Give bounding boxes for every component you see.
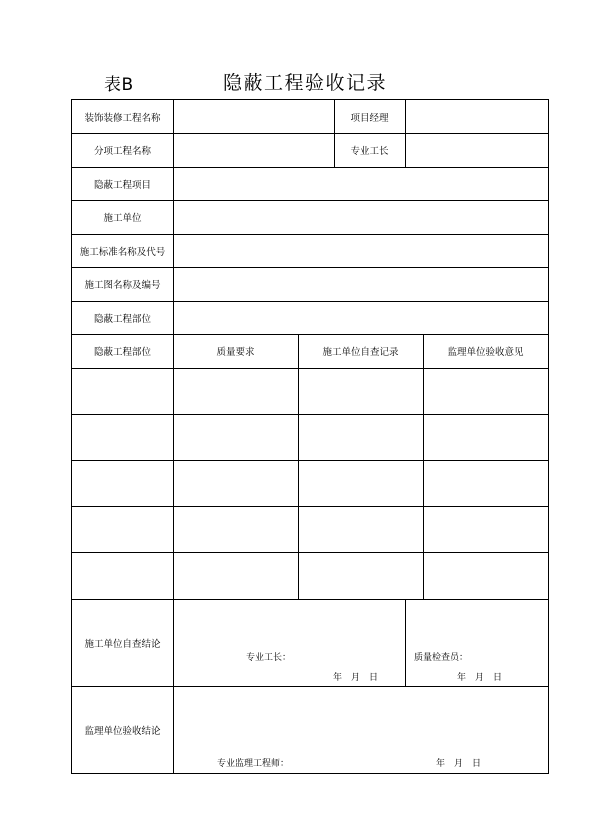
self-conclusion-date: 年 月 日 [333,673,379,683]
construction-unit-label: 施工单位 [103,213,142,224]
drawing-label: 施工图名称及编号 [84,280,161,291]
standard-label: 施工标准名称及代号 [79,246,166,258]
col-header-self-check: 施工单位自查记录 [322,347,399,358]
sub-project-field[interactable] [173,133,334,167]
foreman-field[interactable] [405,133,548,167]
supervision-conclusion-label: 监理单位验收结论 [84,725,161,737]
concealed-part-label: 隐蔽工程部位 [93,313,151,325]
foreman-label: 专业工长 [350,146,389,157]
project-name-field[interactable] [173,100,334,133]
acceptance-form [71,99,549,774]
col-header-supervision: 监理单位验收意见 [447,347,524,358]
project-name-label: 装饰装修工程名称 [84,112,161,124]
quality-inspector-label: 质量检查员： [414,653,469,663]
inspector-date: 年 月 日 [457,673,503,683]
standard-field[interactable] [173,234,548,267]
col-header-part: 隐蔽工程部位 [93,347,151,358]
drawing-field[interactable] [173,267,548,301]
construction-unit-field[interactable] [173,200,548,234]
supervising-engineer-label: 专业监理工程师： [217,759,290,769]
self-conclusion-label: 施工单位自查结论 [84,638,161,650]
sub-project-label: 分项工程名称 [93,146,151,157]
col-header-quality: 质量要求 [216,347,255,358]
concealed-part-field[interactable] [173,301,548,334]
concealed-item-field[interactable] [173,167,548,200]
supervision-date: 年 月 日 [436,759,482,769]
foreman-signature-label: 专业工长： [246,653,292,663]
project-manager-field[interactable] [405,100,548,133]
page-title: 隐蔽工程验收记录 [223,72,388,94]
concealed-item-label: 隐蔽工程项目 [93,179,151,191]
project-manager-label: 项目经理 [350,112,389,124]
form-code: 表B [104,75,134,95]
